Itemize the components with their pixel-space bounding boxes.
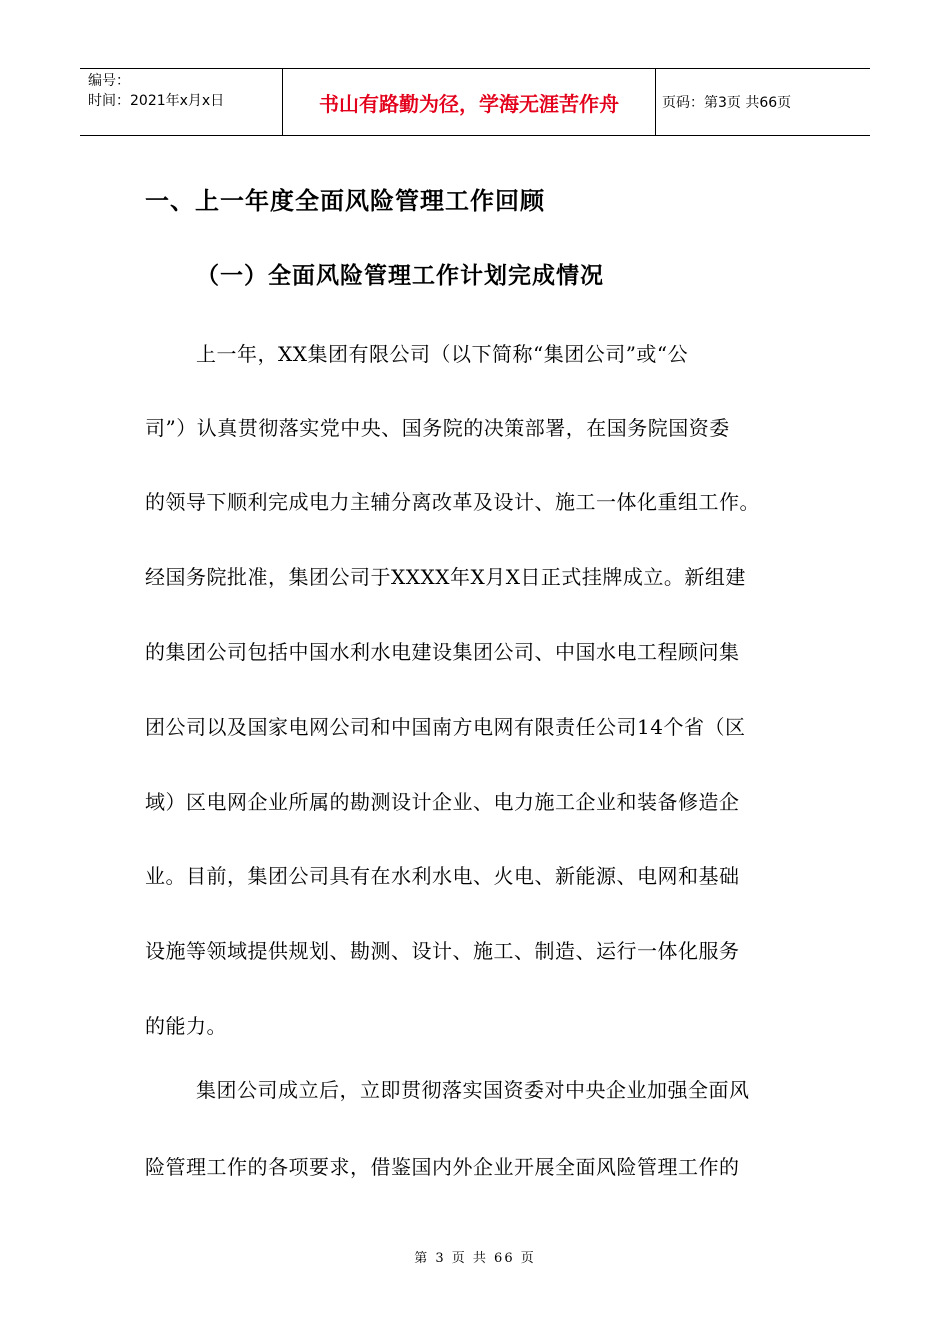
section-heading: 一、上一年度全面风险管理工作回顾 — [145, 187, 545, 215]
body-line: 司”）认真贯彻落实党中央、国务院的决策部署，在国务院国资委 — [145, 416, 730, 440]
body-line: 险管理工作的各项要求，借鉴国内外企业开展全面风险管理工作的 — [145, 1155, 740, 1179]
body-line: 团公司以及国家电网公司和中国南方电网有限责任公司14个省（区 — [145, 715, 746, 739]
body-line: 集团公司成立后，立即贯彻落实国资委对中央企业加强全面风 — [196, 1078, 750, 1102]
body-line: 设施等领域提供规划、勘测、设计、施工、制造、运行一体化服务 — [145, 939, 740, 963]
body-line: 的能力。 — [145, 1014, 227, 1038]
header-page-info — [656, 69, 870, 135]
subsection-heading: （一）全面风险管理工作计划完成情况 — [196, 263, 604, 289]
page-header — [80, 68, 870, 136]
body-line: 经国务院批准，集团公司于XXXX年X月X日正式挂牌成立。新组建 — [145, 565, 746, 589]
number-label: 编号： — [88, 73, 130, 89]
page-footer: 第 3 页 共 66 页 — [414, 1251, 536, 1266]
body-line: 业。目前，集团公司具有在水利水电、火电、新能源、电网和基础 — [145, 864, 740, 888]
body-line: 的集团公司包括中国水利水电建设集团公司、中国水电工程顾问集 — [145, 640, 740, 664]
page-info: 页码：第3页 共66页 — [662, 95, 792, 111]
header-motto-cell — [282, 69, 656, 135]
body-line: 域）区电网企业所属的勘测设计企业、电力施工企业和装备修造企 — [145, 790, 740, 814]
body-line: 的领导下顺利完成电力主辅分离改革及设计、施工一体化重组工作。 — [145, 490, 760, 514]
header-meta — [80, 69, 282, 135]
motto: 书山有路勤为径，学海无涯苦作舟 — [319, 91, 619, 116]
time-label: 时间：2021年x月x日 — [88, 93, 225, 109]
body-line: 上一年，XX集团有限公司（以下简称“集团公司”或“公 — [196, 342, 689, 366]
